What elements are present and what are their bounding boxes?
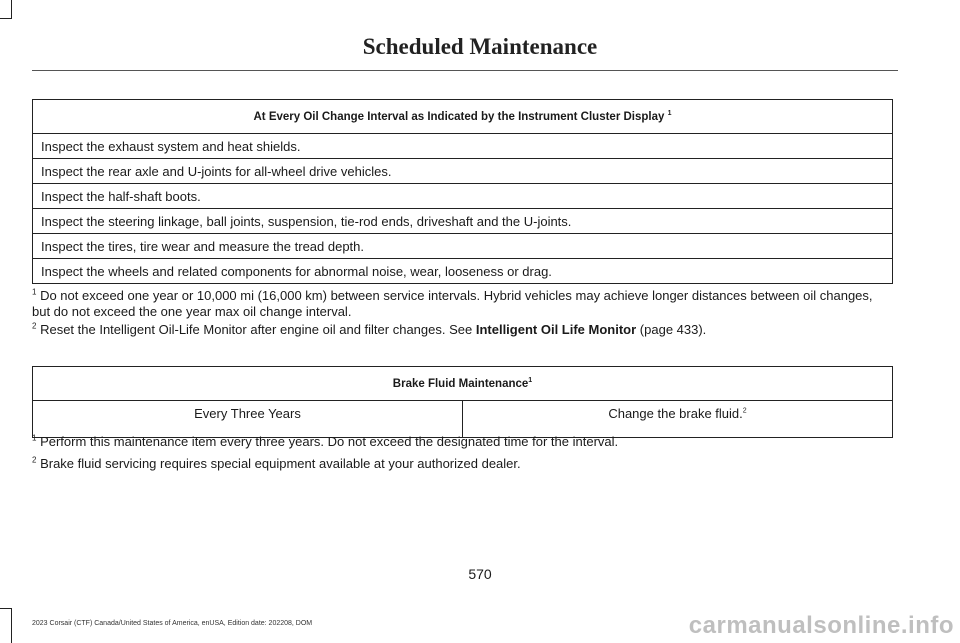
table-row (33, 184, 893, 209)
page-title: Scheduled Maintenance (362, 34, 598, 59)
edition-info: 2023 Corsair (CTF) Canada/United States of America, enUSA, Edition date: 202208, DOM (32, 620, 313, 627)
footnote-mark: 1 (32, 433, 37, 443)
footnote-text: Do not exceed one year or 10,000 mi (16,000 km) between service intervals. Hybrid vehicles may achieve longer distances between oil changes, but do not exceed the one year max oil change interval. (32, 288, 873, 319)
task-text: Change the brake fluid. (608, 406, 743, 421)
footnote-ref: 2 (742, 407, 747, 415)
table-cell: Inspect the steering linkage, ball joints, suspension, tie-rod ends, driveshaft and the U-joints. (33, 209, 893, 234)
footnote-mark: 2 (32, 455, 37, 465)
page-number: 570 (468, 566, 492, 582)
footnote-ref: 1 (667, 109, 672, 117)
table-row (33, 401, 893, 438)
crop-mark-top-left-vertical (11, 0, 12, 18)
footnote-ref: 1 (528, 376, 533, 384)
table-cell: Inspect the tires, tire wear and measure the tread depth. (33, 234, 893, 259)
task-cell (463, 401, 893, 438)
crop-mark-bottom-left-horizontal (0, 608, 12, 609)
footnote-text: Reset the Intelligent Oil-Life Monitor after engine oil and filter changes. See (40, 322, 473, 337)
brake-footnote-1 (32, 434, 892, 450)
footnote-text: Perform this maintenance item every three years. Do not exceed the designated time for the interval. (36, 434, 619, 449)
title-divider (32, 70, 898, 71)
footnote-mark: 2 (32, 321, 37, 331)
brake-table-heading (33, 367, 893, 401)
interval-cell: Every Three Years (33, 401, 463, 438)
table-header-row (33, 367, 893, 401)
oil-table-heading (33, 100, 893, 134)
table-row (33, 259, 893, 284)
table-header-row (33, 100, 893, 134)
crop-mark-top-left-horizontal (0, 18, 12, 19)
oil-table-heading-text: At Every Oil Change Interval as Indicated by the Instrument Cluster Display (253, 110, 665, 123)
table-row (33, 134, 893, 159)
table-cell: Inspect the exhaust system and heat shields. (33, 134, 893, 159)
footnote-2 (32, 322, 892, 338)
cross-reference-link[interactable]: Intelligent Oil Life Monitor (475, 322, 637, 337)
brake-footnote-2 (32, 456, 892, 472)
table-cell: Inspect the half-shaft boots. (33, 184, 893, 209)
page-reference: (page 433). (639, 322, 707, 337)
footnote-text: Brake fluid servicing requires special equipment available at your authorized dealer. (40, 456, 521, 471)
brake-fluid-table (32, 366, 893, 438)
table-row (33, 234, 893, 259)
brake-table-heading-text: Brake Fluid Maintenance (392, 377, 529, 390)
oil-change-table (32, 99, 893, 284)
watermark: carmanualsonline.info (688, 612, 954, 639)
crop-mark-bottom-left-vertical (11, 608, 12, 643)
table-cell: Inspect the wheels and related components for abnormal noise, wear, looseness or drag. (33, 259, 893, 284)
table-row (33, 209, 893, 234)
table-row (33, 159, 893, 184)
footnote-1 (32, 288, 892, 320)
table-cell: Inspect the rear axle and U-joints for all-wheel drive vehicles. (33, 159, 893, 184)
footnote-mark: 1 (32, 287, 37, 297)
